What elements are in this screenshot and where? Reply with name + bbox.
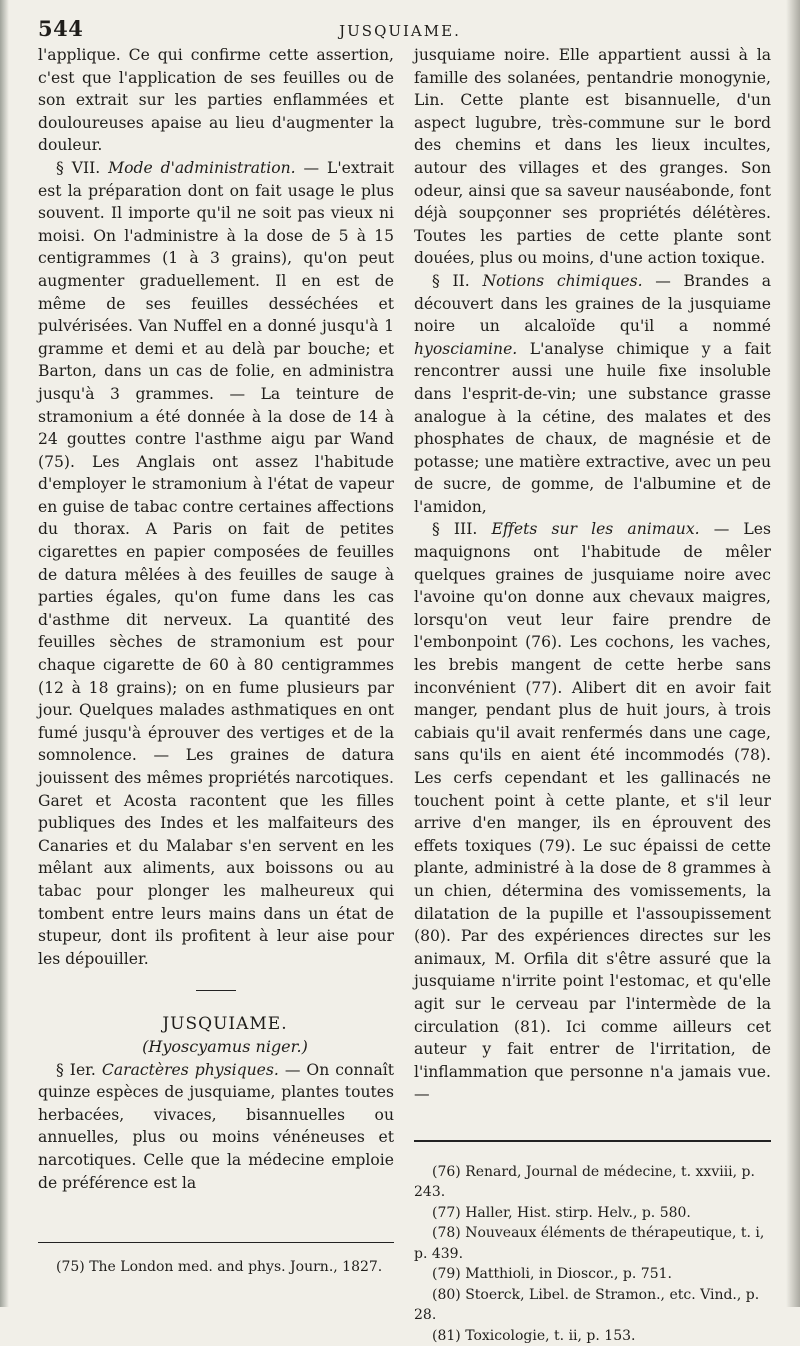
section-heading: Mode d'administration. xyxy=(108,158,296,177)
footnote-78: (78) Nouveaux éléments de thérapeutique, t. i, p. 439. xyxy=(414,1225,765,1262)
section-text: — Les maquignons ont l'habitude de mêler quelques graines de jusquiame noire avec l'avoine qu'on donne aux chevaux maigres, lorsqu'on veut leur faire prendre de l'embonpoint (76). Les cochons, les vaches, les brebis mangent de cette herbe sans inconvénient (77). Alibert dit en avoir fait manger, pendant plus de huit jours, à trois cabiais qu'il avait renfermés dans une cage, sans qu'ils en aient été incommodés (78). Les cerfs cependant et les gallinacés ne touchent point à cette plante, et s'il leur arrive d'en manger, ils en éprouvent des effets toxiques (79). Le suc épaissi de cette plante, administré à la dose de 8 grammes à un chien, détermina des vomissements, la dilatation de la pupille et l'assoupissement (80). Par des expériences directes sur les animaux, M. Orfila dit s'être assuré que la jusquiame n'irrite point l'estomac, et qu'elle agit sur le cerveau par l'intermède de la circulation (81). Ici comme ailleurs cet auteur y fait entrer de l'irritation, de l'inflammation que personne n'a jamais vue.— xyxy=(414,520,771,1104)
section-caracteres-physiques xyxy=(38,1059,394,1195)
section-notions-chimiques xyxy=(414,270,771,519)
chemical-term: hyosciamine. xyxy=(414,339,518,358)
section-text: — L'extrait est la préparation dont on fait usage le plus souvent. Il importe qu'il ne soit pas vieux ni moisi. On l'administre à la dose de 5 à 15 centigrammes (1 à 3 grains), qu'on peut augmenter graduellement. Il en est de même de ses feuilles desséchées et pulvérisées. Van Nuffel en a donné jusqu'à 1 gramme et demi et au delà par bouche; et Barton, dans un cas de folie, en administra jusqu'à 3 grammes. — La teinture de stramonium a été donnée à la dose de 14 à 24 gouttes contre l'asthme aigu par Wand (75). Les Anglais ont assez l'habitude d'employer le stramonium à l'état de vapeur en guise de tabac contre certaines affections du thorax. A Paris on fait de petites cigarettes en papier composées de feuilles de datura mêlées à des feuilles de sauge à parties égales, qu'on fume dans les cas d'asthme dit nerveux. La quantité des feuilles sèches de stramonium est pour chaque cigarette de 60 à 80 centigrammes (12 à 18 grains); on en fume plusieurs par jour. Quelques malades asthmatiques en ont fumé jusqu'à éprouver des vertiges et de la somnolence. — Les graines de datura jouissent des mêmes propriétés narcotiques. Garet et Acosta racontent que les filles publiques des Indes et les malfaiteurs des Canaries et du Malabar s'en servent en les mêlant aux aliments, aux boissons ou au tabac pour plonger les malheureux qui tombent entre leurs mains dans un état de stupeur, dont ils profitent à leur aise pour les dépouiller. xyxy=(38,158,394,968)
article-title: JUSQUIAME. xyxy=(162,1014,288,1035)
footnote-76: (76) Renard, Journal de médecine, t. xxviii, p. 243. xyxy=(414,1163,755,1201)
footnote-rule xyxy=(38,1242,394,1243)
footnote-75: (75) The London med. and phys. Journ., 1827. xyxy=(56,1259,383,1276)
footnote-77: (77) Haller, Hist. stirp. Helv., p. 580. xyxy=(432,1204,691,1221)
section-heading: Effets sur les animaux. xyxy=(491,520,700,539)
footnote-79: (79) Matthioli, in Dioscor., p. 751. xyxy=(432,1266,672,1283)
section-number: § II. xyxy=(432,271,470,290)
footnote-80: (80) Stoerck, Libel. de Stramon., etc. Vind., p. 28. xyxy=(414,1286,760,1324)
section-heading: Notions chimiques. xyxy=(482,271,643,290)
section-mode-administration xyxy=(38,157,394,970)
page-number: 544 xyxy=(38,16,84,41)
section-text: L'analyse chimique y a fait rencontrer aussi une huile fixe insoluble dans l'esprit-de-vin; une substance grasse analogue à la cétine, des malates et des phosphates de chaux, de magnésie et de potasse; une matière extractive, avec un peu de sucre, de gomme, de l'albumine et de l'amidon, xyxy=(414,339,771,516)
left-column xyxy=(38,44,394,1278)
paragraph-continuation: l'applique. Ce qui confirme cette assertion, c'est que l'application de ses feuilles ou de son extrait sur les parties enflammées et douloureuses apaise au lieu d'augmenter la douleur. xyxy=(38,46,394,155)
paragraph-continuation: jusquiame noire. Elle appartient aussi à la famille des solanées, pentandrie monogynie, Lin. Cette plante est bisannuelle, d'un aspect lugubre, très-commune sur le bord des chemins et dans les lieux incultes, autour des villages et des granges. Son odeur, ainsi que sa saveur nauséabonde, font déjà soupçonner ses propriétés délétères. Toutes les parties de cette plante sont douées, plus ou moins, d'une action toxique. xyxy=(414,46,771,268)
section-heading: Caractères physiques. xyxy=(101,1060,279,1079)
section-number: § VII. xyxy=(56,158,101,177)
page-spine-shadow xyxy=(786,0,800,1307)
running-head: JUSQUIAME. xyxy=(339,22,461,40)
section-number: § Ier. xyxy=(56,1060,96,1079)
section-text: — On connaît quinze espèces de jusquiame, plantes toutes herbacées, vivaces, bisannuelles ou annuelles, plus ou moins vénéneuses et narcotiques. Celle que la médecine emploie de préférence est la xyxy=(38,1060,394,1192)
footnote-rule xyxy=(414,1140,771,1142)
page-left-edge-shadow xyxy=(0,0,9,1307)
section-number: § III. xyxy=(432,520,478,539)
section-effets-animaux xyxy=(414,518,771,1105)
article-subtitle: (Hyoscyamus niger.) xyxy=(142,1036,308,1056)
footnote-81: (81) Toxicologie, t. ii, p. 153. xyxy=(432,1327,636,1344)
short-divider xyxy=(196,990,236,991)
section-text: — Brandes a découvert dans les graines de la jusquiame noire un alcaloïde qu'il a nommé xyxy=(414,271,771,336)
right-column xyxy=(414,44,771,1346)
